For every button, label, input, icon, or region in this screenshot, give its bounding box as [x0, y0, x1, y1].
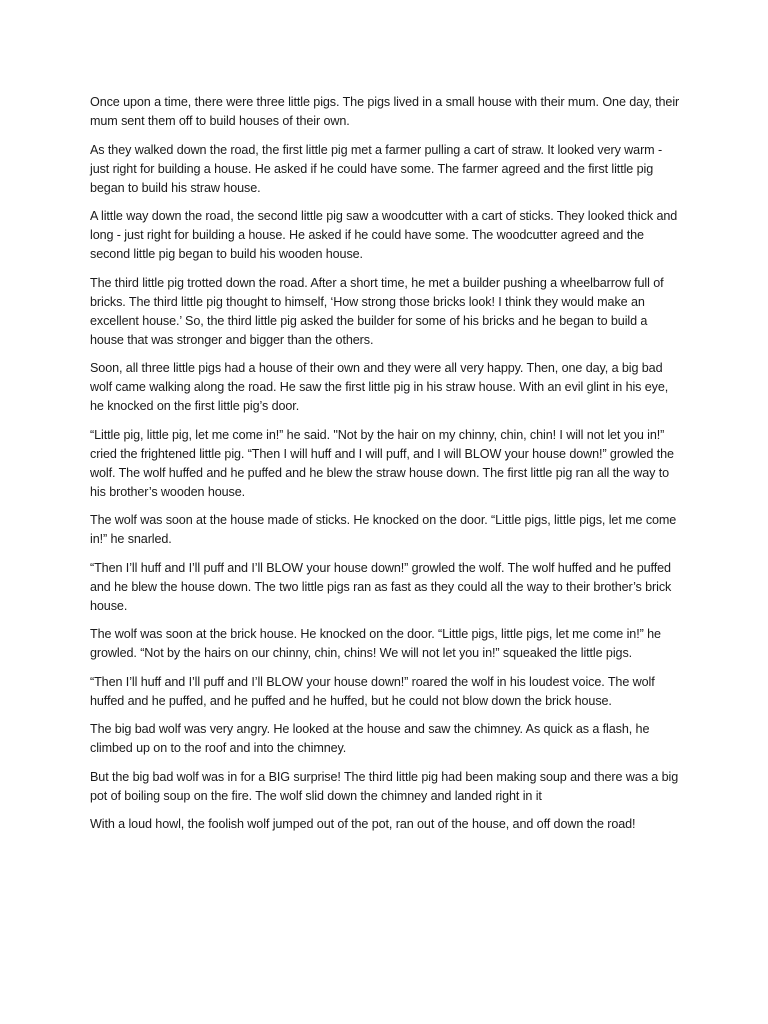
paragraph-10: “Then I’ll huff and I’ll puff and I’ll BLOW your house down!” roared the wolf in his loudest voice. The wolf huffed and he puffed, and he puffed and he huffed, but he could not blow down the brick house. [90, 674, 655, 708]
paragraph-6: “Little pig, little pig, let me come in!” he said. "Not by the hair on my chinny, chin, chin! I will not let you in!” cried the frightened little pig. “Then I will huff and I will puff, and I will BLOW your house down!” growled the wolf. The wolf huffed and he puffed and he blew the straw house down. The first little pig ran all the way to his brother’s wooden house. [90, 427, 674, 499]
paragraph-11: The big bad wolf was very angry. He looked at the house and saw the chimney. As quick as a flash, he climbed up on to the roof and into the chimney. [90, 722, 650, 755]
document-page [90, 93, 680, 844]
paragraph-13: With a loud howl, the foolish wolf jumped out of the pot, ran out of the house, and off down the road! [90, 817, 636, 831]
paragraph-9: The wolf was soon at the brick house. He knocked on the door. “Little pigs, little pigs, let me come in!” he growled. “Not by the hairs on our chinny, chin, chins! We will not let you in!” squeaked the little pigs. [90, 627, 661, 660]
paragraph-5: Soon, all three little pigs had a house of their own and they were all very happy. Then, one day, a big bad wolf came walking along the road. He saw the first little pig in his straw house. With an evil glint in his eye, he knocked on the first little pig’s door. [90, 361, 669, 413]
paragraph-2: As they walked down the road, the first little pig met a farmer pulling a cart of straw. It looked very warm - just right for building a house. He asked if he could have some. The farmer agreed and the first little pig began to build his straw house. [90, 142, 663, 195]
paragraph-3: A little way down the road, the second little pig saw a woodcutter with a cart of sticks. They looked thick and long - just right for building a house. He asked if he could have some. The woodcutter agreed and the second little pig began to build his wooden house. [90, 209, 678, 261]
paragraph-1: Once upon a time, there were three little pigs. The pigs lived in a small house with their mum. One day, their mum sent them off to build houses of their own. [90, 95, 680, 128]
paragraph-4: The third little pig trotted down the road. After a short time, he met a builder pushing a wheelbarrow full of bricks. The third little pig thought to himself, ‘How strong those bricks look! I think they would make an excellent house.’ So, the third little pig asked the builder for some of his bricks and he began to build a house that was stronger and bigger than the others. [90, 275, 664, 347]
paragraph-8: “Then I’ll huff and I’ll puff and I’ll BLOW your house down!” growled the wolf. The wolf huffed and he puffed and he blew the house down. The two little pigs ran as fast as they could all the way to their brother’s brick house. [90, 560, 672, 613]
paragraph-7: The wolf was soon at the house made of sticks. He knocked on the door. “Little pigs, little pigs, let me come in!” he snarled. [90, 513, 677, 546]
paragraph-12: But the big bad wolf was in for a BIG surprise! The third little pig had been making soup and there was a big pot of boiling soup on the fire. The wolf slid down the chimney and landed right in it [90, 769, 679, 803]
